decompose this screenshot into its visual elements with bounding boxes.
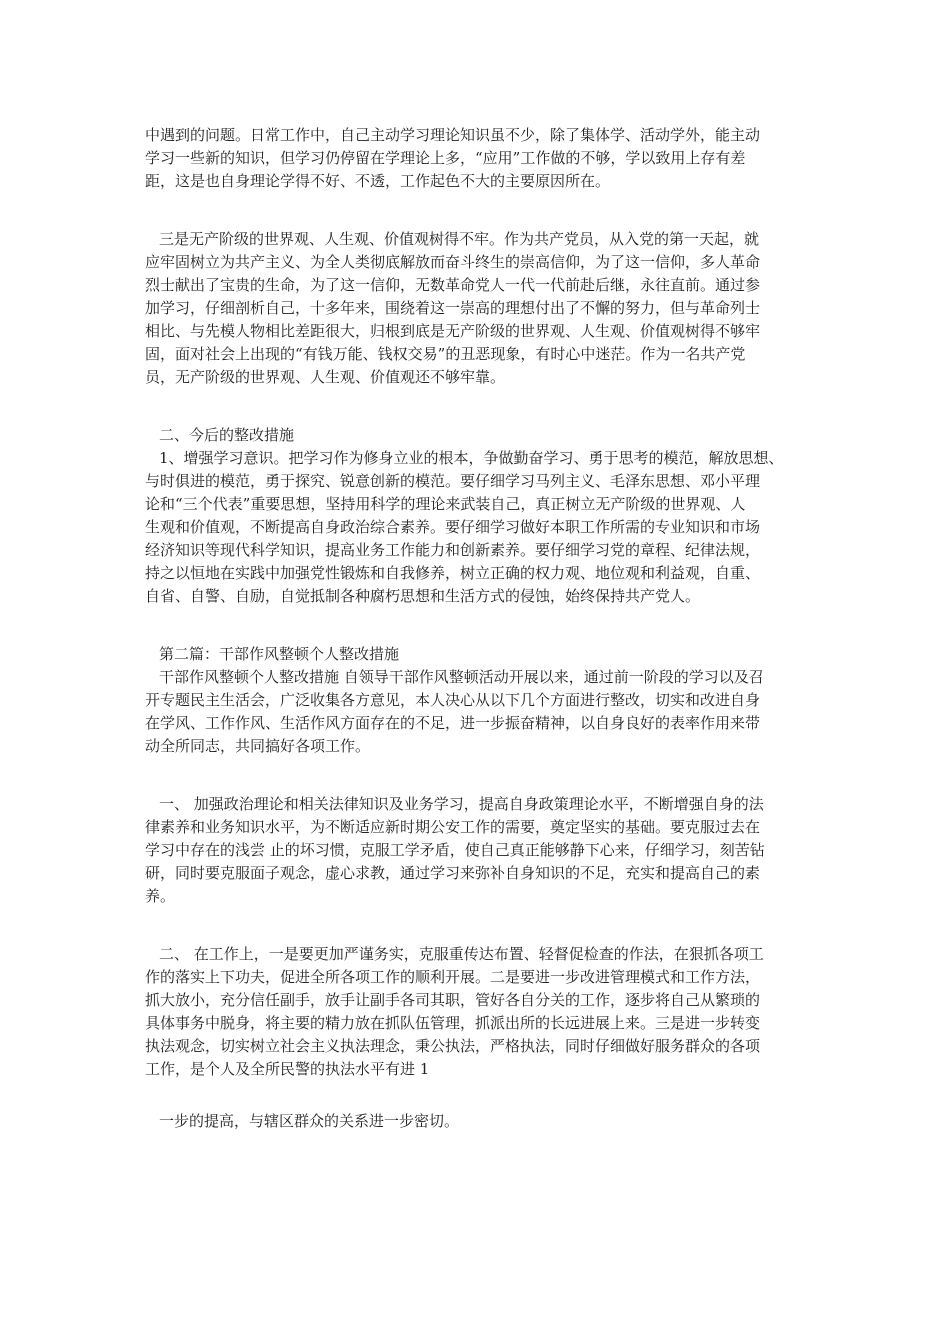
text-line: 在学风、工作作风、生活作风方面存在的不足，进一步振奋精神，以自身良好的表率作用来带	[145, 714, 761, 732]
text-line: 律素养和业务知识水平，为不断适应新时期公安工作的需要，奠定坚实的基础。要克服过去在	[145, 818, 761, 836]
text-line: 动全所同志，共同搞好各项工作。	[145, 737, 371, 755]
text-line: 一步的提高，与辖区群众的关系进一步密切。	[159, 1112, 460, 1130]
text-line: 论和“三个代表”重要思想，坚持用科学的理论来武装自己，真正树立无产阶级的世界观、人	[145, 495, 746, 513]
text-line: 工作，是个人及全所民警的执法水平有进	[145, 1060, 416, 1078]
text-line: 三是无产阶级的世界观、人生观、价值观树得不牢。作为共产党员，从入党的第一天起，就	[159, 230, 760, 248]
text-line: 干部作风整顿个人整改措施 自领导干部作风整顿活动开展以来，通过前一阶段的学习以及召	[159, 668, 764, 686]
text-line: 经济知识等现代科学知识，提高业务工作能力和创新素养。要仔细学习党的章程、纪律法规，	[145, 541, 761, 559]
text-line: 烈士献出了宝贵的生命，为了这一信仰，无数革命党人一代一代前赴后继，永往直前。通过参	[145, 276, 761, 294]
text-line: 养。	[145, 887, 176, 905]
paragraph	[145, 124, 835, 193]
paragraph-gap	[145, 908, 835, 943]
text-line: 二、 在工作上，一是要更加严谨务实，克服重传达布置、轻督促检查的作法，在狠抓各项工	[159, 945, 764, 963]
text-line: 相比、与先模人物相比差距很大，归根到底是无产阶级的世界观、人生观、价值观树得不够牢	[145, 322, 761, 340]
text-line: 开专题民主生活会，广泛收集各方意见，本人决心从以下几个方面进行整改，切实和改进自身	[145, 691, 761, 709]
document-body	[145, 124, 835, 1133]
paragraph	[145, 1110, 835, 1133]
text-line: 一、 加强政治理论和相关法律知识及业务学习，提高自身政策理论水平，不断增强自身的法	[159, 795, 764, 813]
text-line: 抓大放小，充分信任副手，放手让副手各司其职，管好各自分关的工作，逐步将自己从繁琐的	[145, 991, 761, 1009]
text-line: 执法观念，切实树立社会主义执法理念，秉公执法，严格执法，同时仔细做好服务群众的各项	[145, 1037, 761, 1055]
paragraph	[145, 228, 835, 389]
paragraph	[145, 424, 835, 608]
text-line: 中遇到的问题。日常工作中，自己主动学习理论知识虽不少，除了集体学、活动学外，能主动	[145, 126, 761, 144]
text-line: 与时俱进的模范，勇于探究、锐意创新的模范。要仔细学习马列主义、毛泽东思想、邓小平理	[145, 472, 761, 490]
text-line: 学习一些新的知识，但学习仍停留在学理论上多，“应用”工作做的不够，学以致用上存有差	[145, 149, 746, 167]
text-line: 加学习，仔细剖析自己，十多年来，围绕着这一崇高的理想付出了不懈的努力，但与革命列士	[145, 299, 761, 317]
paragraph	[145, 643, 835, 758]
text-line: 距，这是也自身理论学得不好、不透，工作起色不大的主要原因所在。	[145, 172, 611, 190]
text-line: 学习中存在的浅尝 止的坏习惯，克服工学矛盾，使自己真正能够静下心来，仔细学习，刻苦钻	[145, 841, 765, 859]
paragraph-gap	[145, 758, 835, 793]
text-line: 研，同时要克服面子观念，虚心求教，通过学习来弥补自身知识的不足，充实和提高自己的素	[145, 864, 761, 882]
paragraph-gap	[145, 608, 835, 643]
text-line: 具体事务中脱身，将主要的精力放在抓队伍管理，抓派出所的长远进展上来。三是进一步转变	[145, 1014, 761, 1032]
paragraph-gap	[145, 1081, 835, 1110]
text-line: 自省、自警、自励，自觉抵制各种腐朽思想和生活方式的侵蚀，始终保持共产党人。	[145, 587, 701, 605]
text-line: 应牢固树立为共产主义、为全人类彻底解放而奋斗终生的崇高信仰，为了这一信仰，多人革命	[145, 253, 761, 271]
paragraph	[145, 793, 835, 908]
text-line-with-page-number	[145, 1058, 835, 1081]
text-line: 固，面对社会上出现的“有钱万能、钱权交易”的丑恶现象，有时心中迷茫。作为一名共产党	[145, 345, 746, 363]
paragraph-gap	[145, 193, 835, 228]
text-line: 1、增强学习意识。把学习作为修身立业的根本，争做勤奋学习、勇于思考的模范，解放思想、	[159, 449, 784, 467]
text-line: 员，无产阶级的世界观、人生观、价值观还不够牢靠。	[145, 368, 506, 386]
text-line: 持之以恒地在实践中加强党性锻炼和自我修养，树立正确的权力观、地位观和利益观，自重、	[145, 564, 761, 582]
paragraph-gap	[145, 389, 835, 424]
section-heading: 二、今后的整改措施	[159, 426, 295, 444]
page-number: 1	[419, 1060, 430, 1078]
text-line: 作的落实上下功夫，促进全所各项工作的顺利开展。二是要进一步改进管理模式和工作方法，	[145, 968, 761, 986]
paragraph	[145, 943, 835, 1081]
text-line: 生观和价值观，不断提高自身政治综合素养。要仔细学习做好本职工作所需的专业知识和市场	[145, 518, 761, 536]
section-heading: 第二篇：干部作风整顿个人整改措施	[159, 645, 400, 663]
